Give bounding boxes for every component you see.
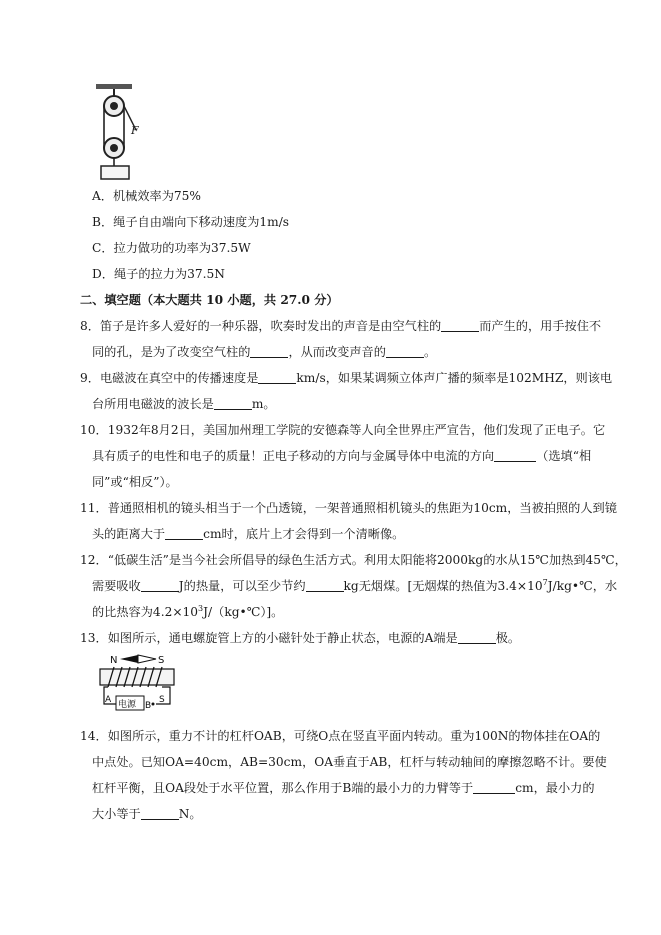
compass-needle-south <box>138 655 156 663</box>
needle-n-label: N <box>110 655 118 666</box>
q13-blank-1 <box>458 631 496 644</box>
q12-blank-2 <box>306 579 344 592</box>
question-10-line-3: 同”或“相反”）。 <box>92 475 178 489</box>
q11-text-2b: cm时，底片上才会得到一个清晰像。 <box>203 527 405 541</box>
q9-text-2a: 台所用电磁波的波长是 <box>92 397 214 411</box>
q12-text-2d: J/kg•℃，水 <box>547 579 618 593</box>
ceiling-support <box>96 84 132 89</box>
q12-text-3a: 的比热容为4.2×10 <box>92 605 199 619</box>
section-heading: 二、填空题（本大题共 10 小题，共 27.0 分） <box>80 293 339 307</box>
question-8-line-2 <box>92 344 436 360</box>
question-14-line-4 <box>92 806 202 822</box>
q8-blank-2 <box>250 345 288 358</box>
q9-text-2b: m。 <box>251 397 276 411</box>
q12-text-2c: kg无烟煤。[无烟煤的热值为3.4×10 <box>343 579 543 593</box>
q8-blank-3 <box>386 345 424 358</box>
pulley-figure <box>92 84 144 182</box>
q11-text-2a: 头的距离大于 <box>92 527 166 541</box>
question-12-line-3 <box>92 604 283 620</box>
q14-text-4b: N。 <box>178 807 202 821</box>
question-11-line-1: 11．普通照相机的镜头相当于一个凸透镜，一架普通照相机镜头的焦距为10cm，当被拍照的人到镜 <box>80 501 617 515</box>
q14-blank-1 <box>473 781 515 794</box>
q10-text-2b: （选填“相 <box>536 449 592 463</box>
terminal-a-label: A <box>105 695 112 705</box>
q14-blank-2 <box>141 807 179 820</box>
question-13-line-1 <box>80 630 520 646</box>
q10-text-2a: 具有质子的电性和电子的质量！正电子移动的方向与金属导体中电流的方向 <box>92 449 495 463</box>
q9-text-1b: km/s，如果某调频立体声广播的频率是102MHZ，则该电 <box>296 371 613 385</box>
question-10-line-2 <box>92 448 591 464</box>
needle-s-label: S <box>158 655 165 666</box>
question-14-line-1: 14．如图所示，重力不计的杠杆OAB，可绕O点在竖直平面内转动。重为100N的物体挂在OA的 <box>80 729 601 743</box>
q10-blank-1 <box>494 449 536 462</box>
q7-option-a: A．机械效率为75% <box>92 189 202 203</box>
q8-text-2a: 同的孔，是为了改变空气柱的 <box>92 345 251 359</box>
q14-text-4a: 大小等于 <box>92 807 141 821</box>
q13-text-1b: 极。 <box>495 631 521 645</box>
question-9-line-2 <box>92 396 276 412</box>
q12-exponent-2: 3 <box>198 604 204 613</box>
q12-text-2b: J的热量，可以至少节约 <box>178 579 306 593</box>
solenoid-figure <box>96 652 178 714</box>
q8-text-1a: 8．笛子是许多人爱好的一种乐器，吹奏时发出的声音是由空气柱的 <box>80 319 442 333</box>
weight-block <box>101 166 129 179</box>
q12-text-2a: 需要吸收 <box>92 579 141 593</box>
q9-blank-2 <box>214 397 252 410</box>
force-label: F <box>131 124 139 137</box>
question-8-line-1 <box>80 318 601 334</box>
question-10-line-1: 10．1932年8月2日，美国加州理工学院的安德森等人向全世界庄严宣告，他们发现了正电子。它 <box>80 423 606 437</box>
q12-exponent-1: 7 <box>542 578 548 587</box>
q7-option-b: B．绳子自由端向下移动速度为1m/s <box>92 215 290 229</box>
power-source-label: 电源 <box>118 700 137 710</box>
q8-text-2b: ，从而改变声音的 <box>288 345 386 359</box>
q7-option-c: C．拉力做功的功率为37.5W <box>92 241 251 255</box>
q11-blank-1 <box>165 527 203 540</box>
q7-option-d: D．绳子的拉力为37.5N <box>92 267 225 281</box>
question-14-line-3 <box>92 780 595 796</box>
q12-blank-1 <box>141 579 179 592</box>
q14-text-3b: cm，最小力的 <box>515 781 595 795</box>
compass-needle-north <box>120 655 138 663</box>
q13-text-1a: 13．如图所示，通电螺旋管上方的小磁针处于静止状态，电源的A端是 <box>80 631 458 645</box>
question-12-line-2 <box>92 578 617 594</box>
q8-blank-1 <box>441 319 479 332</box>
q8-text-2c: 。 <box>423 345 437 359</box>
q8-text-1b: 而产生的，用手按住不 <box>479 319 602 333</box>
q9-blank-1 <box>258 371 296 384</box>
question-9-line-1 <box>80 370 612 386</box>
q12-text-3b: J/（kg•℃）]。 <box>203 605 284 619</box>
q14-text-3a: 杠杆平衡，且OA段处于水平位置，那么作用于B端的最小力的力臂等于 <box>92 781 474 795</box>
question-11-line-2 <box>92 526 404 542</box>
switch-s-label: S <box>159 695 165 705</box>
switch-pivot <box>152 703 155 706</box>
q9-text-1a: 9．电磁波在真空中的传播速度是 <box>80 371 259 385</box>
question-14-line-2: 中点处。已知OA=40cm，AB=30cm，OA垂直于AB，杠杆与转动轴间的摩擦忽略不计。要使 <box>92 755 607 769</box>
terminal-b-label: B <box>145 701 152 711</box>
question-12-line-1: 12．“低碳生活”是当今社会所倡导的绿色生活方式。利用太阳能将2000kg的水从15℃加热到45℃， <box>80 553 627 567</box>
